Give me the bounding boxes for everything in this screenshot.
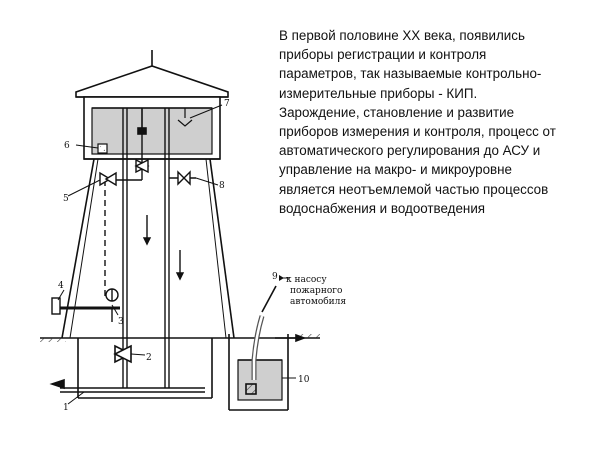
callout-10: 10 xyxy=(298,375,310,385)
callout-4: 4 xyxy=(58,281,64,291)
tower-roof xyxy=(76,50,228,97)
water-tank xyxy=(84,97,220,159)
caption-line: управление на макро- и микроуровне xyxy=(279,162,512,178)
callout-5: 5 xyxy=(63,194,69,204)
caption-line: параметров, так называемые контрольно- xyxy=(279,66,542,82)
pump-note-line-3: автомобиля xyxy=(290,297,347,307)
caption-line: приборы регистрации и контроля xyxy=(279,47,487,63)
pump-note-line-1: к насосу xyxy=(286,275,327,285)
callout-6: 6 xyxy=(64,141,70,151)
pump-note xyxy=(279,275,346,307)
basement xyxy=(52,338,212,398)
caption-line: приборов измерения и контроля, процесс от xyxy=(279,124,556,140)
caption-line: водоснабжения и водоотведения xyxy=(279,200,486,216)
callout-1: 1 xyxy=(63,403,69,413)
callout-7: 7 xyxy=(224,99,230,109)
callout-9: 9 xyxy=(272,272,278,282)
caption-line: Зарождение, становление и развитие xyxy=(279,104,515,120)
caption-line: В первой половине ХХ века, появились xyxy=(279,28,525,43)
callout-8: 8 xyxy=(219,181,225,191)
description-text xyxy=(279,26,601,218)
callout-2: 2 xyxy=(146,353,152,363)
pump-note-line-2: пожарного xyxy=(290,286,343,296)
callout-3: 3 xyxy=(118,317,124,327)
caption-line: является неотъемлемой частью процессов xyxy=(279,181,549,197)
caption-line: автоматического регулирования до АСУ и xyxy=(279,143,541,159)
caption-line: измерительные приборы - КИП. xyxy=(279,85,478,101)
